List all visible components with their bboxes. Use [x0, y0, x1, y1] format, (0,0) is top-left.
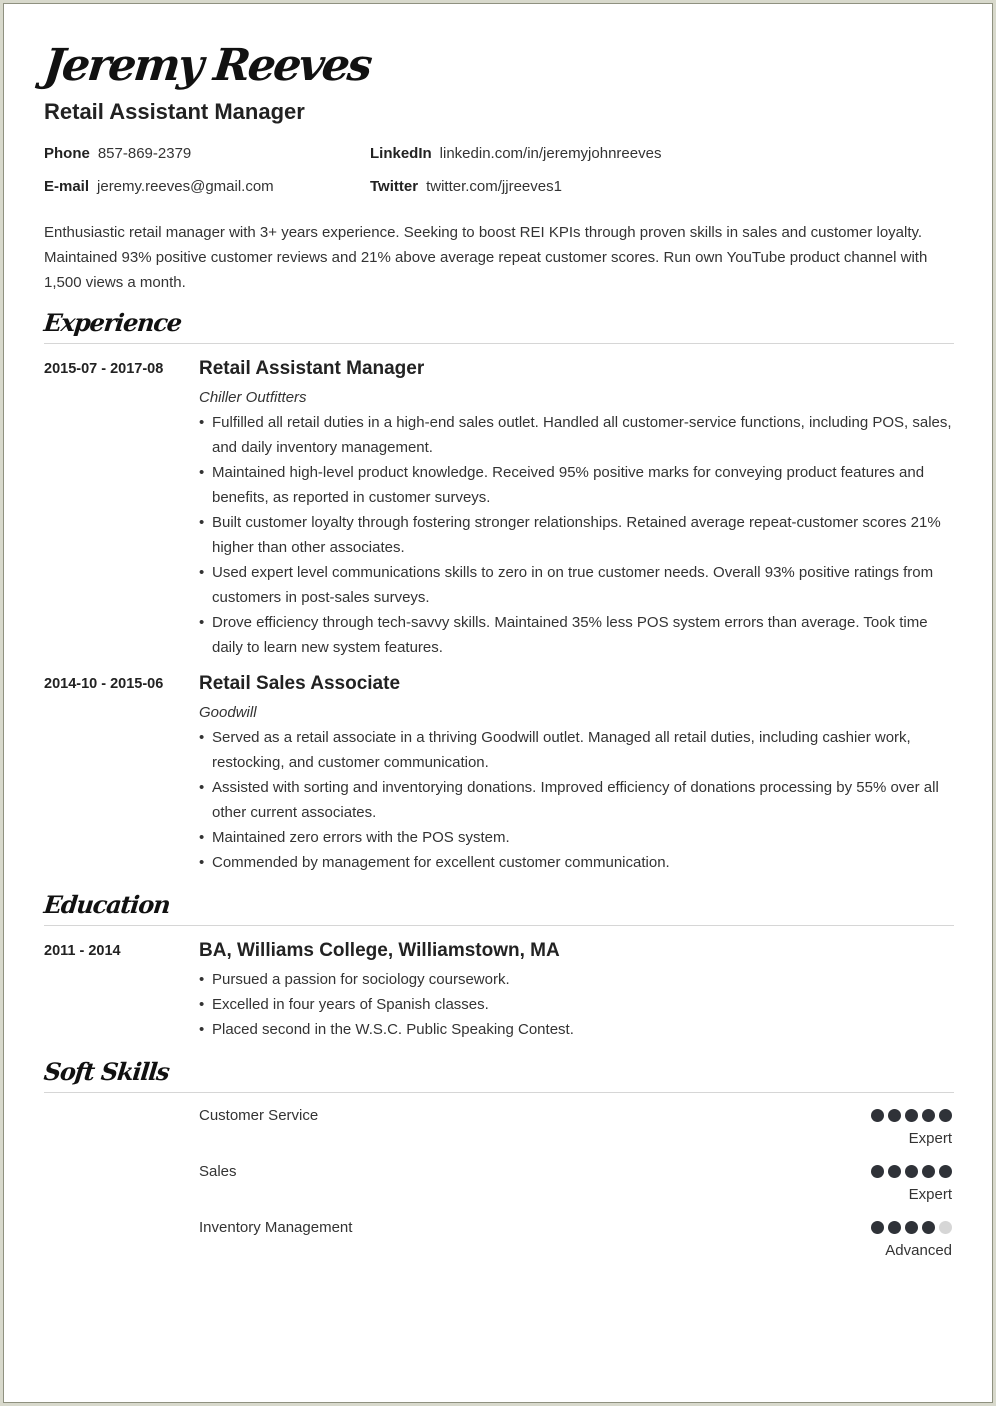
- resume-page: [3, 3, 993, 1403]
- skill-level: Expert: [908, 1186, 952, 1203]
- resume-job-title: Retail Assistant Manager: [44, 99, 305, 124]
- bullet-item: • Drove efficiency through tech-savvy skills. Maintained 35% less POS system errors than average. Took time daily to learn new system features.: [199, 610, 959, 660]
- rating-dot-filled: [905, 1221, 918, 1234]
- experience-title: Retail Sales Associate: [199, 673, 401, 694]
- rating-dot-filled: [888, 1109, 901, 1122]
- rating-dot-filled: [905, 1165, 918, 1178]
- email-label: E-mail: [44, 178, 90, 195]
- contact-phone: [44, 145, 191, 162]
- experience-dates: 2014-10 - 2015-06: [44, 676, 164, 692]
- skill-name: Inventory Management: [199, 1219, 353, 1236]
- bullet-item: • Built customer loyalty through fostering stronger relationships. Retained average repeat-customer scores 21% higher than other associates.: [199, 510, 959, 560]
- contact-twitter: [370, 178, 562, 195]
- education-title: BA, Williams College, Williamstown, MA: [199, 940, 560, 961]
- rating-dot-filled: [922, 1221, 935, 1234]
- twitter-value[interactable]: twitter.com/jjreeves1: [426, 178, 562, 195]
- skills-heading: Soft Skills: [42, 1057, 171, 1086]
- bullet-item: • Maintained zero errors with the POS system.: [199, 825, 959, 850]
- rating-dot-empty: [939, 1221, 952, 1234]
- rating-dot-filled: [922, 1165, 935, 1178]
- bullet-item: • Maintained high-level product knowledge. Received 95% positive marks for conveying product features and benefits, as reported in customer surveys.: [199, 460, 959, 510]
- experience-heading: Experience: [42, 308, 183, 337]
- rating-dot-filled: [922, 1109, 935, 1122]
- contact-linkedin: [370, 145, 661, 162]
- bullet-item: • Placed second in the W.S.C. Public Speaking Contest.: [199, 1017, 959, 1042]
- bullet-item: • Pursued a passion for sociology coursework.: [199, 967, 959, 992]
- education-bullet-list: [199, 967, 959, 1042]
- skill-level: Advanced: [885, 1242, 952, 1259]
- experience-bullet-list: [199, 725, 959, 875]
- rating-dot-filled: [871, 1109, 884, 1122]
- skill-rating: [871, 1221, 952, 1234]
- bullet-item: • Used expert level communications skills to zero in on true customer needs. Overall 93% positive ratings from customers in post-sales surveys.: [199, 560, 959, 610]
- education-heading: Education: [42, 890, 172, 919]
- phone-label: Phone: [44, 145, 90, 162]
- bullet-item: • Fulfilled all retail duties in a high-end sales outlet. Handled all customer-service functions, including POS, sales, and daily inventory management.: [199, 410, 959, 460]
- rating-dot-filled: [888, 1165, 901, 1178]
- rating-dot-filled: [939, 1165, 952, 1178]
- skill-level: Expert: [908, 1130, 952, 1147]
- skills-divider: [44, 1092, 954, 1093]
- rating-dot-filled: [888, 1221, 901, 1234]
- bullet-item: • Assisted with sorting and inventorying donations. Improved efficiency of donations processing by 55% over all other current associates.: [199, 775, 959, 825]
- experience-divider: [44, 343, 954, 344]
- summary-paragraph: Enthusiastic retail manager with 3+ years experience. Seeking to boost REI KPIs through proven skills in sales and customer loyalty. Maintained 93% positive customer reviews and 21% above average repeat customer scores. Run own YouTube product channel with 1,500 views a month.: [44, 224, 928, 291]
- bullet-item: • Served as a retail associate in a thriving Goodwill outlet. Managed all retail duties, including cashier work, restocking, and customer communication.: [199, 725, 959, 775]
- skill-rating: [871, 1109, 952, 1122]
- education-divider: [44, 925, 954, 926]
- bullet-item: • Commended by management for excellent customer communication.: [199, 850, 959, 875]
- linkedin-value[interactable]: linkedin.com/in/jeremyjohnreeves: [439, 145, 662, 162]
- education-dates: 2011 - 2014: [44, 943, 121, 959]
- experience-company: Goodwill: [199, 704, 257, 721]
- skill-name: Customer Service: [199, 1107, 319, 1124]
- experience-title: Retail Assistant Manager: [199, 358, 425, 379]
- experience-company: Chiller Outfitters: [199, 389, 307, 406]
- experience-bullet-list: [199, 410, 959, 660]
- twitter-label: Twitter: [370, 178, 419, 195]
- skill-name: Sales: [199, 1163, 237, 1180]
- rating-dot-filled: [939, 1109, 952, 1122]
- resume-name: Jeremy Reeves: [41, 40, 373, 91]
- rating-dot-filled: [905, 1109, 918, 1122]
- contact-email: [44, 178, 274, 195]
- phone-value: 857-869-2379: [97, 145, 192, 162]
- email-value[interactable]: jeremy.reeves@gmail.com: [97, 178, 274, 195]
- rating-dot-filled: [871, 1165, 884, 1178]
- bullet-item: • Excelled in four years of Spanish classes.: [199, 992, 959, 1017]
- skill-rating: [871, 1165, 952, 1178]
- rating-dot-filled: [871, 1221, 884, 1234]
- linkedin-label: LinkedIn: [370, 145, 432, 162]
- experience-dates: 2015-07 - 2017-08: [44, 361, 164, 377]
